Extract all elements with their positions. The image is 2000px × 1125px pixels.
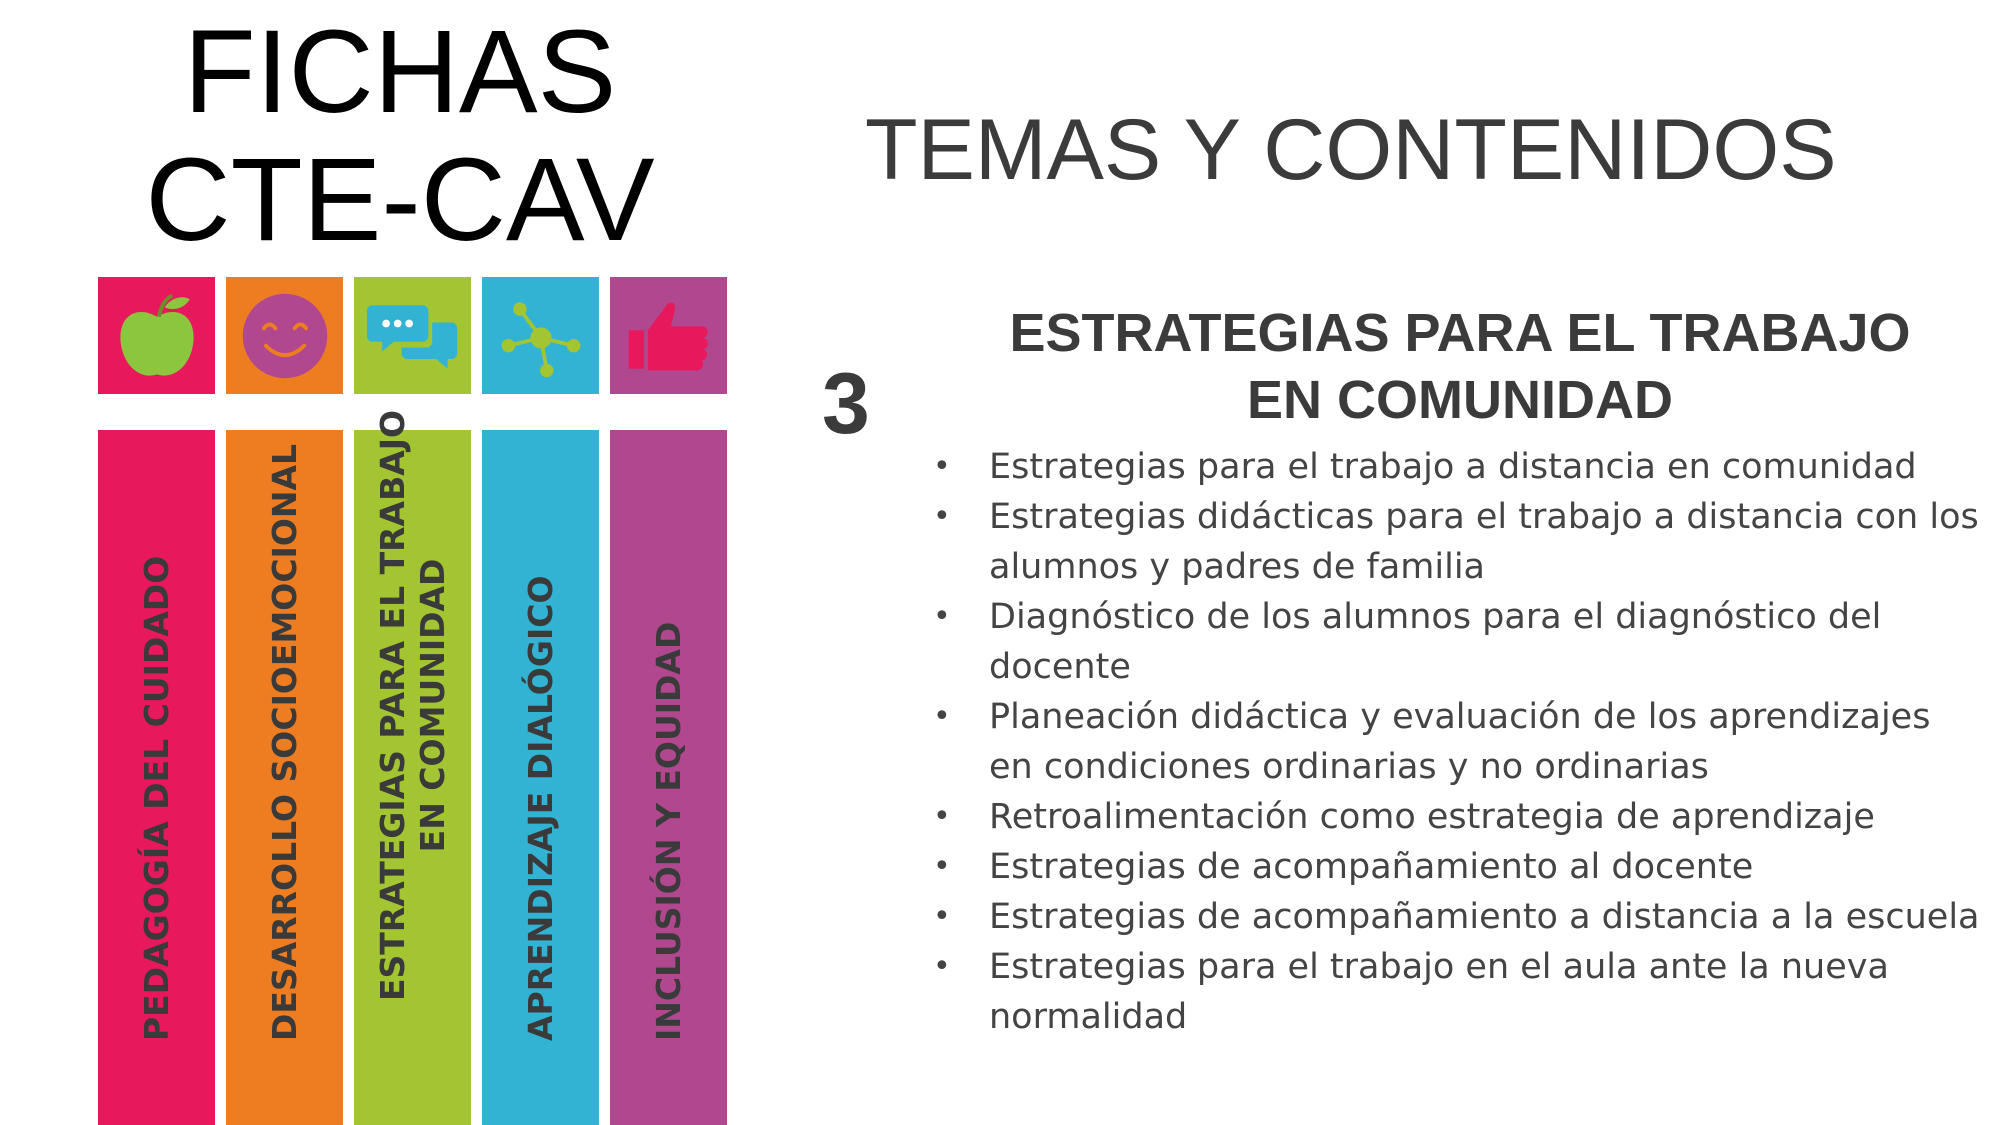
- list-item: • Estrategias didácticas para el trabajo a distancia con los alumnos y padres de familia: [933, 497, 1979, 587]
- list-item: • Estrategias de acompañamiento a distancia a la escuela: [933, 897, 1980, 937]
- tile-comunidad: [354, 277, 471, 394]
- tile-socioemocional: [226, 277, 343, 394]
- bar-socioemocional: [226, 430, 343, 1125]
- section-title: TEMAS Y CONTENIDOS: [865, 102, 1837, 198]
- bar-dialogico: [482, 430, 599, 1125]
- list-item: • Estrategias para el trabajo a distancia en comunidad: [933, 447, 1917, 487]
- list-item: • Retroalimentación como estrategia de aprendizaje: [933, 797, 1875, 837]
- chat-bubbles-icon: [365, 288, 461, 384]
- network-icon: [493, 288, 589, 384]
- topic-title: ESTRATEGIAS PARA EL TRABAJO EN COMUNIDAD: [1009, 303, 1911, 430]
- tile-pedagogia: [98, 277, 215, 394]
- bar-comunidad: [354, 409, 471, 1125]
- tile-dialogico: [482, 277, 599, 394]
- thumbs-up-icon: [621, 288, 717, 384]
- bar-label: INCLUSIÓN Y EQUIDAD: [648, 621, 688, 1041]
- list-item: • Estrategias para el trabajo en el aula ante la nueva normalidad: [933, 947, 1889, 1037]
- list-item: • Estrategias de acompañamiento al docente: [933, 847, 1754, 887]
- smiley-icon: [237, 288, 333, 384]
- topic-bullet-list: [925, 442, 1985, 1042]
- list-item: • Diagnóstico de los alumnos para el diagnóstico del docente: [933, 597, 1882, 687]
- bar-label: APRENDIZAJE DIALÓGICO: [520, 575, 560, 1041]
- bar-pedagogia: [98, 430, 215, 1125]
- bar-label: ESTRATEGIAS PARA EL TRABAJO EN COMUNIDAD: [372, 409, 452, 1001]
- main-title-line1: FICHAS: [183, 6, 617, 138]
- bar-label: DESARROLLO SOCIOEMOCIONAL: [264, 443, 304, 1041]
- bar-inclusion: [610, 430, 727, 1125]
- tile-inclusion: [610, 277, 727, 394]
- topic-number: 3: [822, 356, 870, 452]
- main-title: [80, 8, 720, 264]
- list-item: • Planeación didáctica y evaluación de los aprendizajes en condiciones ordinarias y no ordinarias: [933, 697, 1931, 787]
- apple-icon: [109, 288, 205, 384]
- main-title-line2: CTE-CAV: [145, 134, 655, 266]
- bar-label: PEDAGOGÍA DEL CUIDADO: [136, 555, 176, 1041]
